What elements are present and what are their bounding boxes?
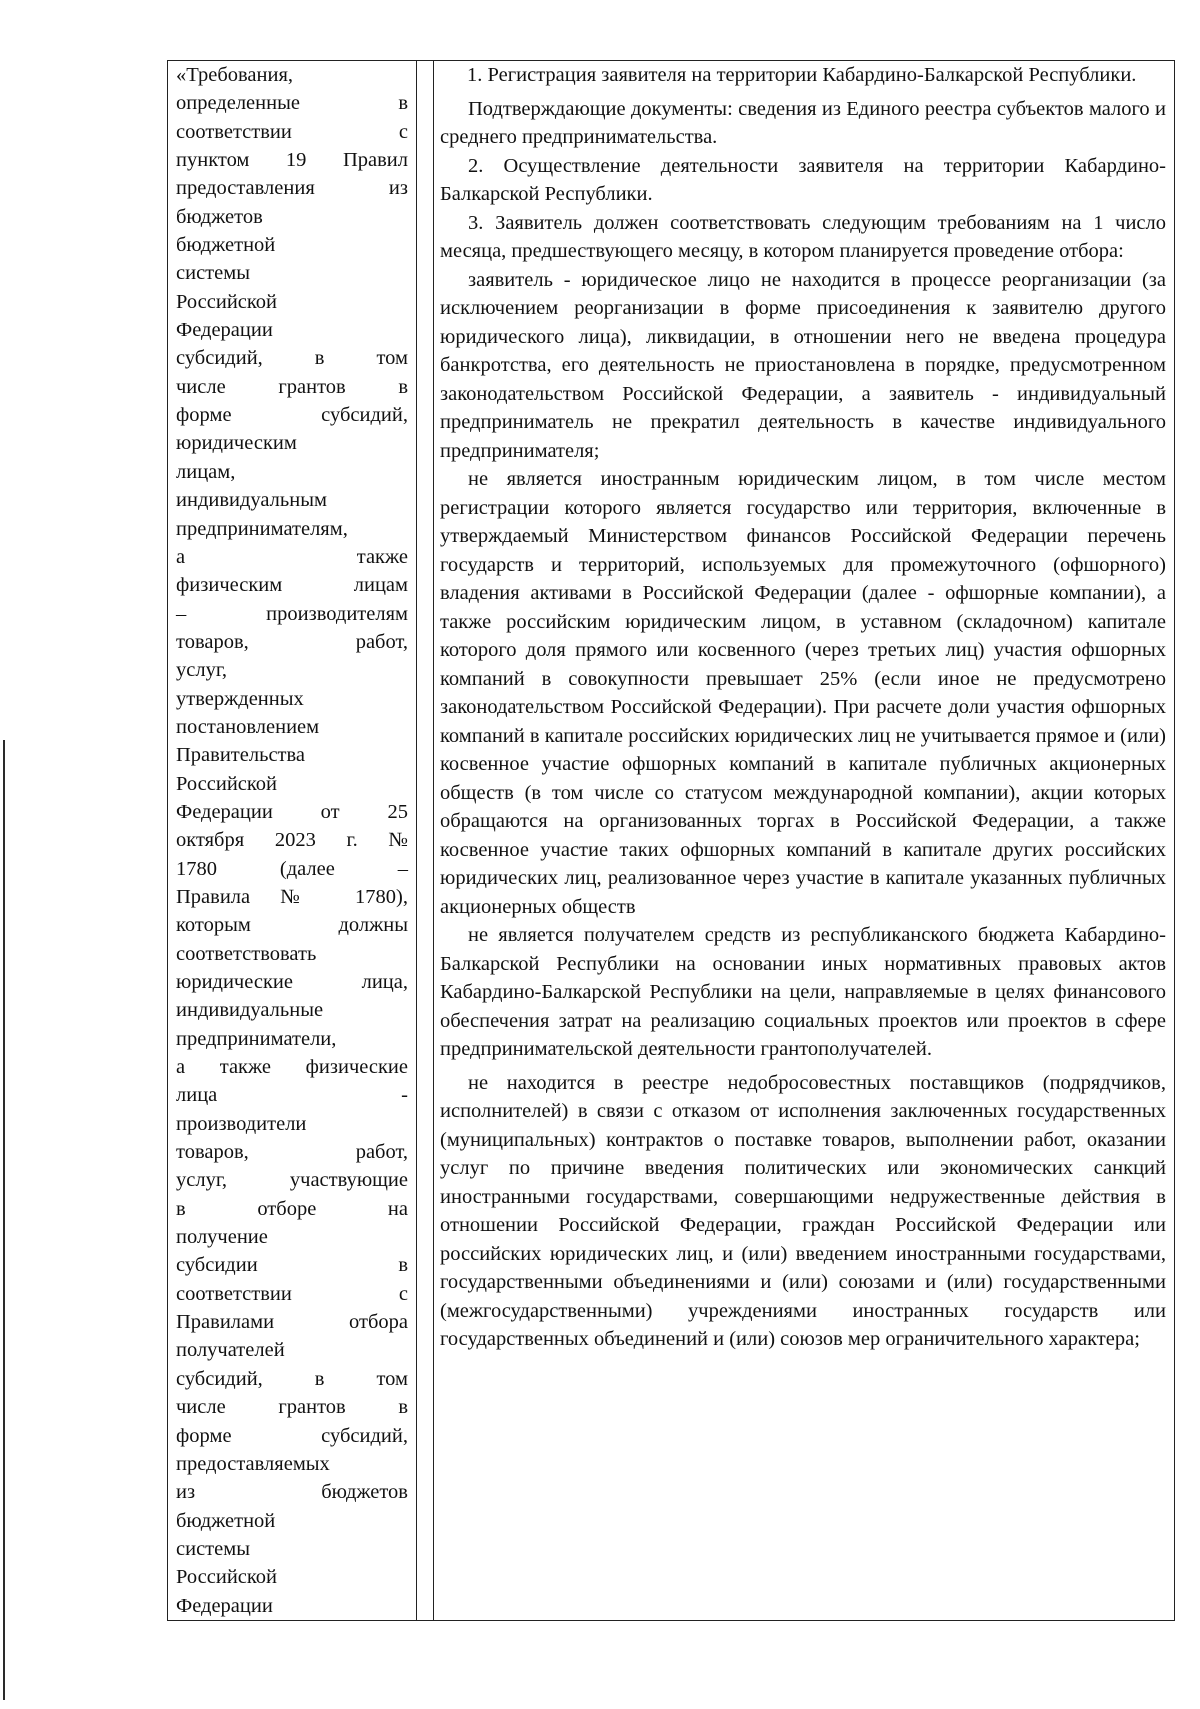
spacer-cell	[417, 61, 434, 1621]
title-line: 1780 (далее –	[176, 857, 408, 880]
title-line: предпринимателям,	[176, 517, 348, 540]
paragraph-1: 1. Регистрация заявителя на территории Кабардино-Балкарской Республики.	[467, 64, 1137, 86]
title-line: Правилами отбора	[176, 1311, 408, 1334]
paragraph-3: 2. Осуществление деятельности заявителя на территории Кабардино-Балкарской Республики.	[440, 154, 1166, 205]
paragraph-4: 3. Заявитель должен соответствовать следующим требованиям на 1 число месяца, предшествующего месяцу, в котором планируется проведение отбора:	[440, 211, 1166, 262]
title-line: субсидии в	[176, 1254, 408, 1277]
requirement-title-cell	[168, 61, 417, 1621]
title-line: форме субсидий,	[176, 1424, 408, 1447]
title-line: постановлением	[176, 715, 320, 738]
title-line: Федерации от 25	[176, 800, 408, 823]
title-line: соответствии с	[176, 1282, 408, 1305]
title-line: октября 2023 г. №	[176, 829, 408, 852]
title-line: системы	[176, 262, 250, 285]
title-line: услуг,	[176, 659, 228, 682]
title-line: субсидий, в том	[176, 347, 408, 370]
title-line: предприниматели,	[176, 1027, 337, 1050]
title-line: форме субсидий,	[176, 404, 408, 427]
title-line: юридическим	[176, 432, 297, 455]
title-line: бюджетной	[176, 234, 276, 257]
paragraph-7: не является получателем средств из республиканского бюджета Кабардино-Балкарской Республики на основании иных нормативных правовых актов Кабардино-Балкарской Республики на цели, направляемые в целях финансового обеспечения затрат на реализацию социальных проектов или проектов в сфере предпринимательской деятельности грантополучателей.	[440, 924, 1166, 1060]
title-line: товаров, работ,	[176, 630, 408, 653]
title-line: товаров, работ,	[176, 1141, 408, 1164]
title-line: лица -	[176, 1084, 408, 1107]
table-row	[168, 61, 1175, 1621]
title-line: Правила № 1780),	[176, 885, 408, 908]
requirement-title	[176, 61, 408, 1620]
title-line: Федерации	[176, 319, 273, 342]
paragraph-2: Подтверждающие документы: сведения из Единого реестра субъектов малого и среднего предпринимательства.	[440, 97, 1166, 148]
title-line: из бюджетов	[176, 1481, 408, 1504]
title-line: Российской	[176, 772, 278, 795]
title-line: бюджетов	[176, 205, 263, 228]
title-line: которым должны	[176, 914, 408, 937]
title-line: индивидуальным	[176, 489, 327, 512]
paragraph-8: не находится в реестре недобросовестных поставщиков (подрядчиков, исполнителей) в связи с отказом от исполнения заключенных государственных (муниципальных) контрактов о поставке товаров, выполнении работ, оказании услуг по причине введения политических или экономических санкций иностранными государствами, совершающими недружественные действия в отношении Российской Федерации, граждан Российской Федерации или российских юридических лиц, и (или) введением иностранными государствами, государственными объединениями и (или) союзами и (или) государственными (межгосударственными) учреждениями иностранных государств или государственных объединений и (или) союзов мер ограничительного характера;	[440, 1071, 1166, 1350]
title-line: «Требования,	[176, 64, 294, 86]
requirements-table	[167, 60, 1175, 1621]
title-line: системы	[176, 1537, 250, 1560]
scan-margin-line	[3, 740, 5, 1700]
title-line: Российской	[176, 1566, 278, 1589]
title-line: лицам,	[176, 460, 236, 483]
title-line: получение	[176, 1226, 268, 1249]
paragraph-6: не является иностранным юридическим лицом, в том числе местом регистрации которого является государство или территория, включенные в утверждаемый Министерством финансов Российской Федерации перечень государств и территорий, используемых для промежуточного (офшорного) владения активами в Российской Федерации (далее - офшорные компании), а также российским юридическим лицом, в уставном (складочном) капитале которого доля прямого или косвенного (через третьих лиц) участия офшорных компаний в совокупности превышает 25% (если иное не предусмотрено законодательством Российской Федерации). При расчете доли участия офшорных компаний в капитале российских юридических лиц не учитывается прямое и (или) косвенное участие офшорных компаний в капитале публичных акционерных обществ (в том числе со статусом международной компании), акции которых обращаются на организованных торгах в Российской Федерации, а также косвенное участие таких офшорных компаний в капитале других российских юридических лиц, реализованное через участие в капитале указанных публичных акционерных обществ	[440, 468, 1166, 918]
title-line: а также физические	[176, 1056, 408, 1079]
paragraph-5: заявитель - юридическое лицо не находится в процессе реорганизации (за исключением реорганизации в форме присоединения к заявителю другого юридического лица), ликвидации, в отношении него не введена процедура банкротства, его деятельность не приостановлена в порядке, предусмотренном законодательством Российской Федерации, а заявитель - индивидуальный предприниматель не прекратил деятельность в качестве индивидуального предпринимателя;	[440, 268, 1166, 462]
title-line: соответствовать	[176, 942, 317, 965]
title-line: Федерации	[176, 1594, 273, 1617]
title-line: утвержденных	[176, 687, 304, 710]
title-line: числе грантов в	[176, 375, 408, 398]
title-line: соответствии с	[176, 120, 408, 143]
title-line: бюджетной	[176, 1509, 276, 1532]
title-line: юридические лица,	[176, 971, 408, 993]
title-line: Правительства	[176, 744, 306, 767]
title-line: физическим лицам	[176, 574, 408, 597]
title-line: услуг, участвующие	[176, 1169, 408, 1192]
title-line: в отборе на	[176, 1197, 408, 1220]
title-line: числе грантов в	[176, 1396, 408, 1419]
title-line: – производителям	[176, 602, 408, 625]
title-line: определенные в	[176, 92, 408, 115]
title-line: индивидуальные	[176, 999, 324, 1022]
title-line: пунктом 19 Правил	[176, 149, 408, 172]
title-line: получателей	[176, 1339, 285, 1362]
title-line: Российской	[176, 290, 278, 313]
title-line: предоставления из	[176, 177, 408, 200]
title-line: а также	[176, 545, 408, 568]
requirement-details-cell	[434, 61, 1175, 1621]
title-line: субсидий, в том	[176, 1367, 408, 1390]
title-line: предоставляемых	[176, 1452, 330, 1475]
title-line: производители	[176, 1112, 307, 1135]
